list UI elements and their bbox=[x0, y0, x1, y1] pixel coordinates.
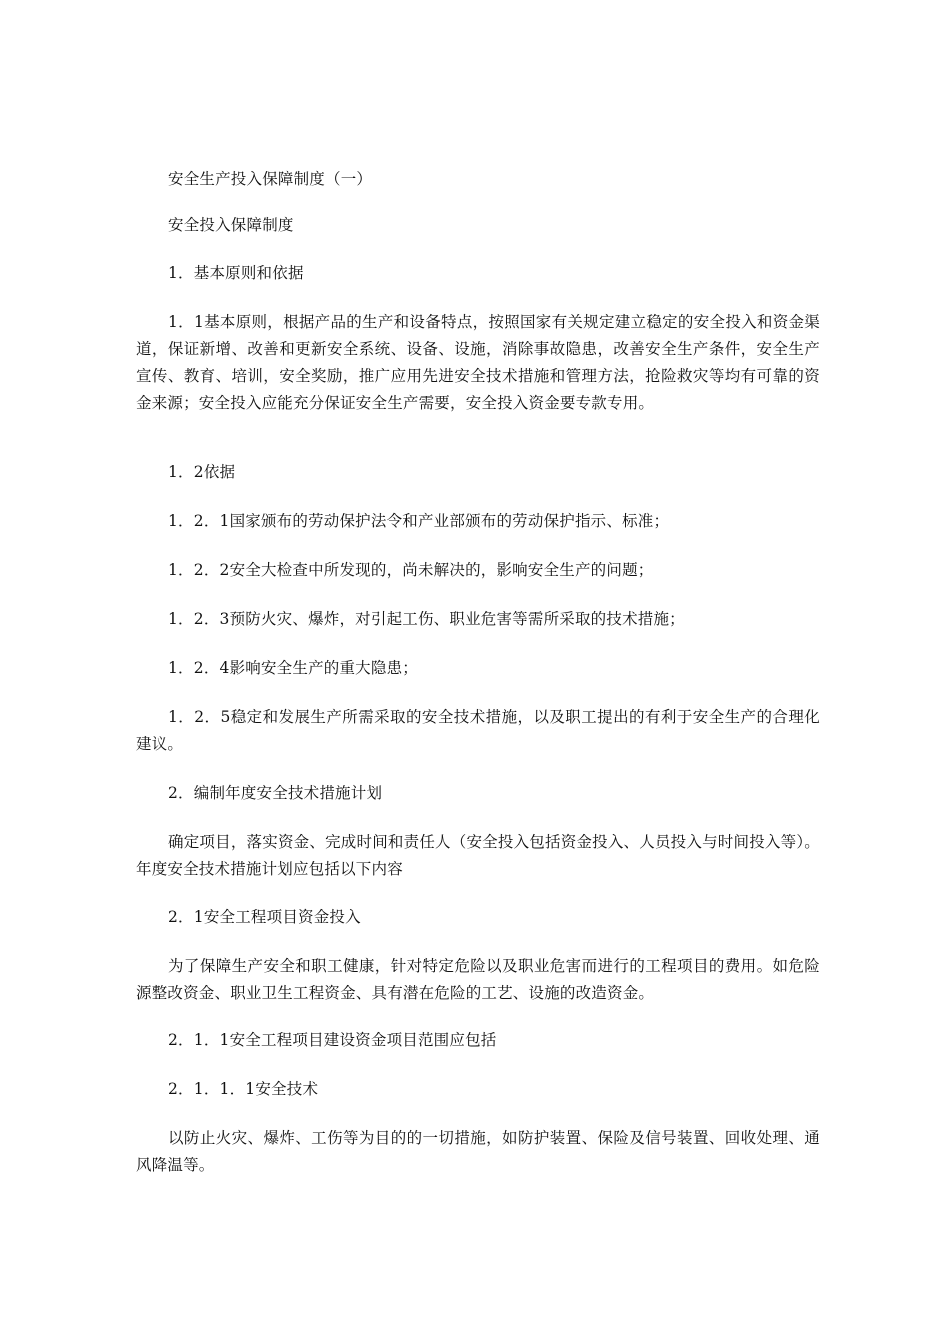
body-paragraph: 1．2．3预防火灾、爆炸，对引起工伤、职业危害等需所采取的技术措施； bbox=[168, 610, 685, 628]
body-paragraph: 1．2．5稳定和发展生产所需采取的安全技术措施，以及职工提出的有利于安全生产的合理化建议。 bbox=[136, 708, 820, 753]
section-heading: 1．基本原则和依据 bbox=[168, 264, 304, 282]
section-heading: 2．1．1安全工程项目建设资金项目范围应包括 bbox=[168, 1031, 497, 1049]
body-paragraph: 确定项目，落实资金、完成时间和责任人（安全投入包括资金投入、人员投入与时间投入等）。年度安全技术措施计划应包括以下内容 bbox=[136, 833, 820, 878]
body-paragraph: 1．2．1国家颁布的劳动保护法令和产业部颁布的劳动保护指示、标准； bbox=[168, 512, 670, 530]
body-paragraph: 为了保障生产安全和职工健康，针对特定危险以及职业危害而进行的工程项目的费用。如危险源整改资金、职业卫生工程资金、具有潜在危险的工艺、设施的改造资金。 bbox=[136, 957, 820, 1002]
body-paragraph: 以防止火灾、爆炸、工伤等为目的的一切措施，如防护装置、保险及信号装置、回收处理、通风降温等。 bbox=[136, 1129, 820, 1174]
body-paragraph: 1．1基本原则，根据产品的生产和设备特点，按照国家有关规定建立稳定的安全投入和资金渠道，保证新增、改善和更新安全系统、设备、设施，消除事故隐患，改善安全生产条件，安全生产宣传、教育、培训，安全奖励，推广应用先进安全技术措施和管理方法，抢险救灾等均有可靠的资金来源；安全投入应能充分保证安全生产需要，安全投入资金要专款专用。 bbox=[136, 313, 820, 412]
body-paragraph: 1．2．4影响安全生产的重大隐患； bbox=[168, 659, 418, 677]
document-title: 安全生产投入保障制度（一） bbox=[168, 170, 373, 188]
section-heading: 安全投入保障制度 bbox=[168, 216, 294, 234]
body-paragraph: 1．2．2安全大检查中所发现的，尚未解决的，影响安全生产的问题； bbox=[168, 561, 654, 579]
section-heading: 2．1．1．1安全技术 bbox=[168, 1080, 319, 1098]
section-heading: 2．编制年度安全技术措施计划 bbox=[168, 784, 383, 802]
section-heading: 2．1安全工程项目资金投入 bbox=[168, 908, 361, 926]
section-heading: 1．2依据 bbox=[168, 463, 236, 481]
